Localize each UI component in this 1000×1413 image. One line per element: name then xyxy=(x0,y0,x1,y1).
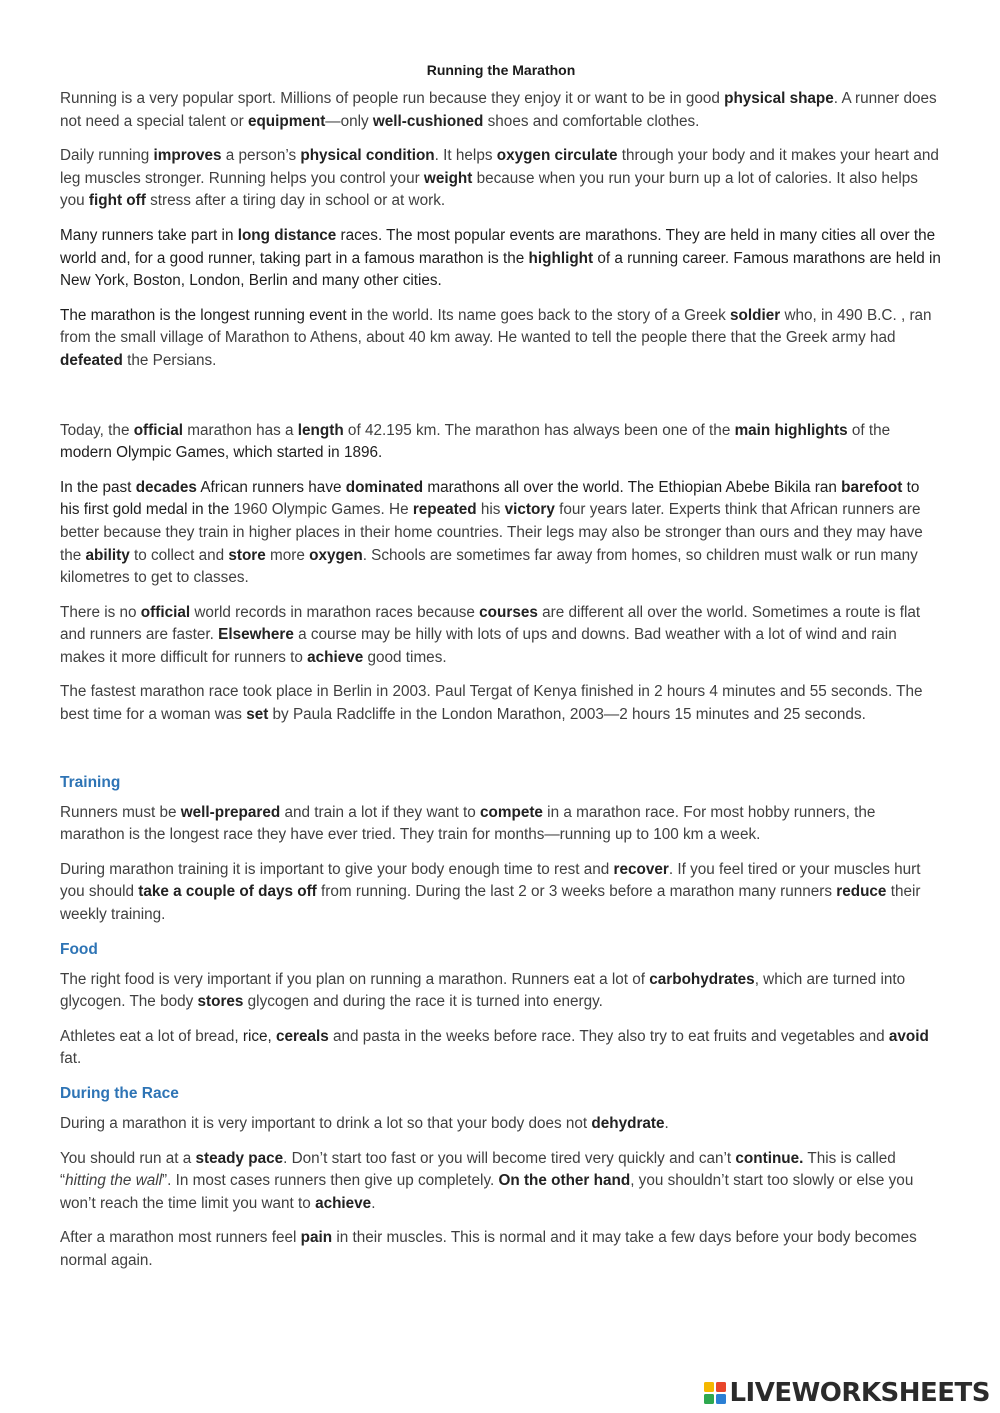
paragraph xyxy=(60,681,942,726)
italic-text: hitting the wall xyxy=(65,1172,163,1190)
text-run: There is no xyxy=(60,603,141,621)
paragraph xyxy=(60,802,942,847)
text-run: . xyxy=(371,1194,376,1212)
paragraph xyxy=(60,225,942,293)
bold-term: carbohydrates xyxy=(649,970,755,988)
text-run: through your body and it makes your heart and leg muscles stronger. Running helps you control your xyxy=(60,147,939,187)
text-run: fat. xyxy=(60,1050,82,1068)
text-run: a person’s xyxy=(221,147,301,165)
text-run: Runners must be xyxy=(60,803,181,821)
bold-term: well-cushioned xyxy=(372,112,484,130)
text-run: his xyxy=(476,501,505,519)
text-run: of a running career. Famous marathons are held in New York, Boston, London, Berlin and many other cities. xyxy=(60,249,941,290)
bold-term: courses xyxy=(479,603,538,621)
text-run: and train a lot if they want to xyxy=(280,803,481,821)
text-run: African runners have xyxy=(196,478,346,496)
bold-term: ability xyxy=(85,546,130,564)
bold-term: long distance xyxy=(237,226,337,244)
bold-term: length xyxy=(297,421,344,439)
bold-term: weight xyxy=(423,169,473,187)
bold-term: pain xyxy=(300,1229,333,1247)
text-run: the Persians. xyxy=(122,351,217,369)
bold-term: defeated xyxy=(60,351,123,369)
text-run: a course may be hilly with lots of ups and downs. Bad weather with a lot of wind and rain makes it more difficult for runners to xyxy=(60,626,897,666)
paragraph xyxy=(60,420,942,465)
text-run: , rice, xyxy=(234,1027,276,1045)
bold-term: dominated xyxy=(345,478,424,496)
text-run: ”. In most cases runners then give up completely. xyxy=(162,1172,499,1190)
text-run: by Paula Radcliffe in the London Marathon, 2003—2 hours 15 minutes and 25 seconds. xyxy=(268,706,866,724)
text-run: are different all over the world. Sometimes a route is flat and runners are faster. xyxy=(60,603,921,644)
text-run: , you shouldn’t start too slowly or else you won’t reach the time limit you want to xyxy=(60,1172,914,1212)
paragraph xyxy=(60,859,942,927)
text-run: and pasta in the weeks before race. They also try to eat fruits and vegetables and xyxy=(328,1027,889,1045)
bold-term: compete xyxy=(480,803,543,821)
text-run: shoes and comfortable clothes. xyxy=(483,112,700,130)
text-run: The marathon is the longest running event in xyxy=(60,306,363,324)
text-run: The fastest marathon race took place in Berlin in 2003. Paul Tergat of Kenya finished in 2 hours 4 minutes and 55 seconds. The best time for a woman was xyxy=(60,683,923,724)
text-run: good times. xyxy=(363,648,447,666)
text-run: more xyxy=(265,546,310,564)
bold-term: official xyxy=(140,603,191,621)
bold-term: highlight xyxy=(528,249,594,267)
bold-term: physical condition xyxy=(300,147,435,165)
section-heading-training: Training xyxy=(60,773,121,791)
text-run: You should run at a xyxy=(60,1149,196,1167)
paragraph xyxy=(60,969,942,1014)
bold-term: take a couple of days off xyxy=(138,883,317,901)
text-run: of 42.195 km. The marathon has always been one of the xyxy=(343,421,735,439)
text-run: —only xyxy=(325,112,373,130)
bold-term: continue. xyxy=(735,1149,804,1167)
text-run: in their muscles. This is normal and it may take a few days before your body becomes normal again. xyxy=(60,1229,917,1269)
text-run: modern Olympic Games, which started in 1896. xyxy=(60,444,383,462)
text-run: Running is a very popular sport. Millions of people run because they enjoy it or want to be in good xyxy=(60,90,725,107)
text-run: After a marathon most runners feel xyxy=(60,1229,301,1247)
text-run: who, in 490 B.C. , ran from the small village of Marathon to Athens, about 40 km away. He wanted to tell the people there that the Greek army had xyxy=(60,306,932,347)
bold-term: fight off xyxy=(88,192,146,210)
text-run: in a marathon race. For most hobby runners, the marathon is the longest race they have ever tried. They train for months—running up to 100 km a week. xyxy=(60,803,876,844)
text-run: . If you feel tired or your muscles hurt you should xyxy=(60,860,921,901)
text-run: This is called “ xyxy=(60,1149,896,1190)
bold-term: well-prepared xyxy=(180,803,281,821)
bold-term: physical shape xyxy=(724,90,834,107)
text-run: Many runners take part in xyxy=(60,226,238,244)
paragraph xyxy=(60,1148,942,1216)
paragraph xyxy=(60,305,942,373)
text-run: During a marathon it is very important to drink a lot so that your body does not xyxy=(60,1115,592,1132)
text-run: Today, the xyxy=(60,421,134,439)
text-run: The right food is very important if you plan on running a marathon. Runners eat a lot of xyxy=(60,970,650,988)
worksheet-page xyxy=(60,60,942,1285)
text-run: Athletes eat a lot of bread xyxy=(60,1027,235,1045)
text-run: marathons all over the world. The Ethiopian Abebe Bikila ran xyxy=(423,478,842,496)
bold-term: improves xyxy=(153,147,222,165)
spacer xyxy=(60,739,942,772)
text-run: to his first gold medal in the xyxy=(60,478,920,519)
paragraph xyxy=(60,88,942,133)
text-run: races. The most popular events are marathons. They are held in many cities all over the world and, for a good runner, taking part in a famous marathon is the xyxy=(60,226,936,267)
logo-text: LIVEWORKSHEETS xyxy=(729,1378,990,1408)
text-run: to collect and xyxy=(129,546,229,564)
bold-term: stores xyxy=(197,993,244,1011)
bold-term: set xyxy=(246,706,269,724)
text-run: because when you run your burn up a lot of calories. It also helps you xyxy=(60,169,918,210)
bold-term: reduce xyxy=(836,883,887,901)
bold-term: equipment xyxy=(247,112,326,130)
bold-term: cereals xyxy=(276,1027,329,1045)
bold-term: repeated xyxy=(412,501,477,519)
bold-term: steady pace xyxy=(195,1149,284,1167)
bold-term: avoid xyxy=(888,1027,929,1045)
bold-term: main highlights xyxy=(734,421,848,439)
text-run: Daily running xyxy=(60,147,154,165)
text-run: 1960 Olympic Games. He xyxy=(233,501,413,519)
paragraph xyxy=(60,1113,942,1136)
text-run: During marathon training it is important to give your body enough time to rest and xyxy=(60,860,614,878)
text-run: glycogen and during the race it is turned into energy. xyxy=(243,993,603,1011)
text-run: marathon has a xyxy=(183,421,298,439)
liveworksheets-mark-icon xyxy=(704,1382,726,1404)
paragraph xyxy=(60,602,942,670)
bold-term: dehydrate xyxy=(591,1115,665,1132)
bold-term: decades xyxy=(135,478,197,496)
bold-term: oxygen xyxy=(309,546,363,564)
text-run: from running. During the last 2 or 3 weeks before a marathon many runners xyxy=(316,883,837,901)
text-run: their weekly training. xyxy=(60,883,921,924)
section-heading-during-race: During the Race xyxy=(60,1085,179,1102)
text-run: stress after a tiring day in school or at work. xyxy=(145,192,446,210)
bold-term: barefoot xyxy=(841,478,903,496)
text-run: . Schools are sometimes far away from homes, so children must walk or run many kilometres to get to classes. xyxy=(60,546,918,587)
paragraph xyxy=(60,1227,942,1272)
bold-term: soldier xyxy=(730,306,781,324)
paragraph xyxy=(60,477,942,590)
text-run: four years later. Experts think that African runners are better because they train in higher places in their home countries. Their legs may also be stronger than ours and they may have the xyxy=(60,501,923,564)
bold-term: Elsewhere xyxy=(218,626,294,644)
text-run: the world. Its name goes back to the story of a Greek xyxy=(362,306,731,324)
bold-term: achieve xyxy=(315,1194,372,1212)
spacer xyxy=(60,385,942,420)
text-run: . Don’t start too fast or you will become tired very quickly and can’t xyxy=(283,1149,736,1167)
paragraph xyxy=(60,1026,942,1071)
liveworksheets-logo[interactable] xyxy=(704,1379,990,1407)
text-run: of the xyxy=(847,421,891,439)
text-run: . It helps xyxy=(434,147,497,165)
text-run: . xyxy=(664,1115,669,1132)
paragraph xyxy=(60,145,942,213)
bold-term: official xyxy=(133,421,183,439)
text-run: world records in marathon races because xyxy=(190,603,480,621)
text-run: , which are turned into glycogen. The body xyxy=(60,970,906,1011)
bold-term: victory xyxy=(504,501,555,519)
bold-term: store xyxy=(228,546,266,564)
section-heading-food: Food xyxy=(60,940,98,958)
bold-term: recover xyxy=(613,860,669,878)
text-run: . A runner does not need a special talent or xyxy=(60,90,937,130)
text-run: In the past xyxy=(60,478,136,496)
bold-term: On the other hand xyxy=(498,1172,631,1190)
bold-term: achieve xyxy=(307,648,364,666)
bold-term: oxygen circulate xyxy=(496,147,618,165)
page-title: Running the Marathon xyxy=(426,62,576,78)
